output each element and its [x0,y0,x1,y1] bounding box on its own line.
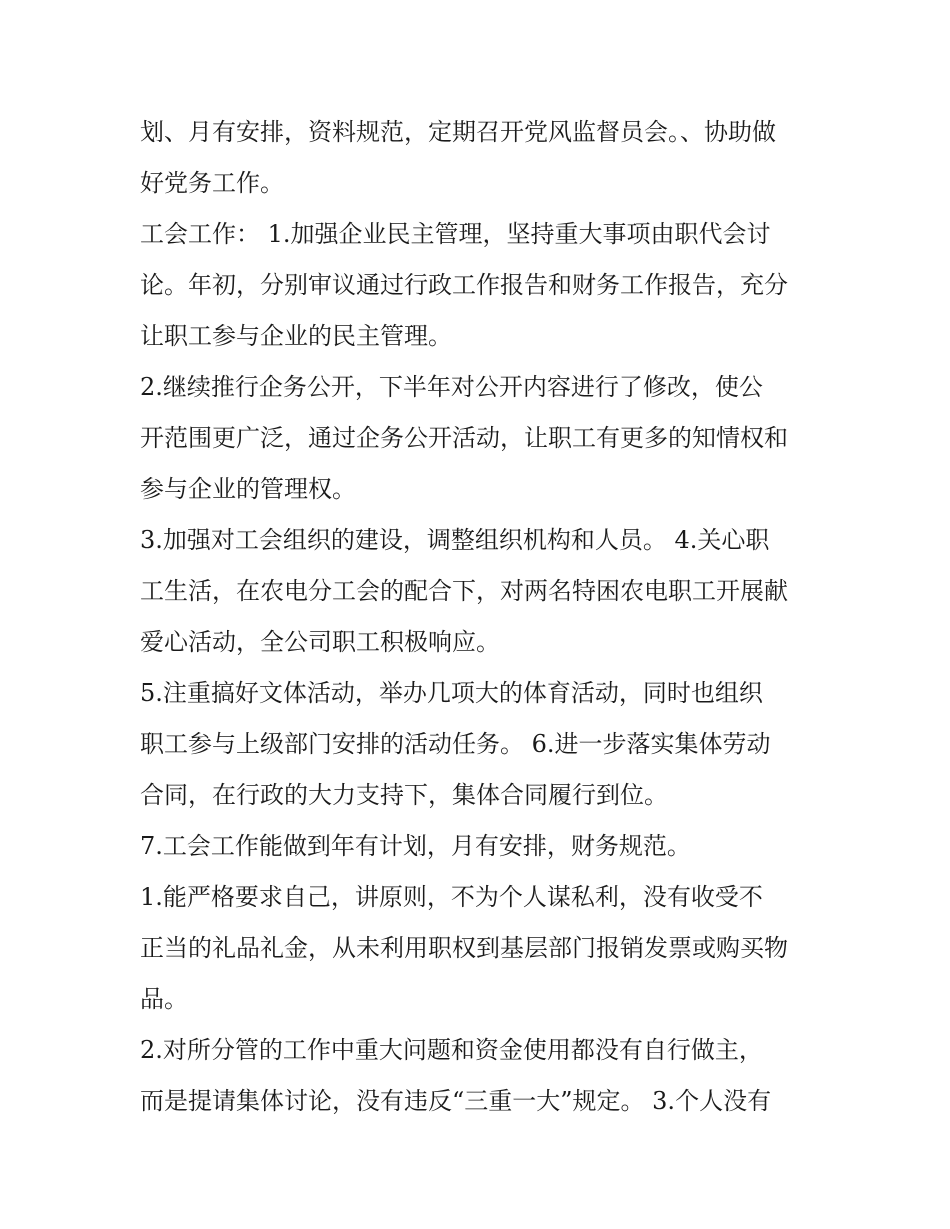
text-line: 爱心活动，全公司职工积极响应。 [140,628,500,656]
text-line: 职工参与上级部门安排的活动任务。 6.进一步落实集体劳动 [140,730,771,758]
text-line: 正当的礼品礼金，从未利用职权到基层部门报销发票或购买物 [140,934,788,962]
text-line: 好党务工作。 [140,169,284,197]
text-line: 2.对所分管的工作中重大问题和资金使用都没有自行做主， [140,1036,763,1064]
body-text [140,107,820,1127]
text-line: 7.工会工作能做到年有计划，月有安排，财务规范。 [140,832,691,860]
text-line: 开范围更广泛，通过企务公开活动，让职工有更多的知情权和 [140,424,788,452]
text-line: 5.注重搞好文体活动，举办几项大的体育活动，同时也组织 [140,679,763,707]
text-line: 合同，在行政的大力支持下，集体合同履行到位。 [140,781,668,809]
text-line: 参与企业的管理权。 [140,475,356,503]
text-line: 品。 [140,985,188,1013]
text-line: 而是提请集体讨论，没有违反“三重一大”规定。 3.个人没有 [140,1087,772,1115]
text-line: 1.能严格要求自己，讲原则，不为个人谋私利，没有收受不 [140,883,763,911]
text-line: 3.加强对工会组织的建设，调整组织机构和人员。 4.关心职 [140,526,770,554]
text-line: 论。年初，分别审议通过行政工作报告和财务工作报告，充分 [140,271,788,299]
text-line: 工会工作： 1.加强企业民主管理，坚持重大事项由职代会讨 [140,220,771,248]
text-line: 2.继续推行企务公开，下半年对公开内容进行了修改，使公 [140,373,763,401]
text-line: 划、月有安排，资料规范，定期召开党风监督员会。、协助做 [140,118,776,146]
text-line: 让职工参与企业的民主管理。 [140,322,452,350]
text-line: 工生活，在农电分工会的配合下，对两名特困农电职工开展献 [140,577,788,605]
